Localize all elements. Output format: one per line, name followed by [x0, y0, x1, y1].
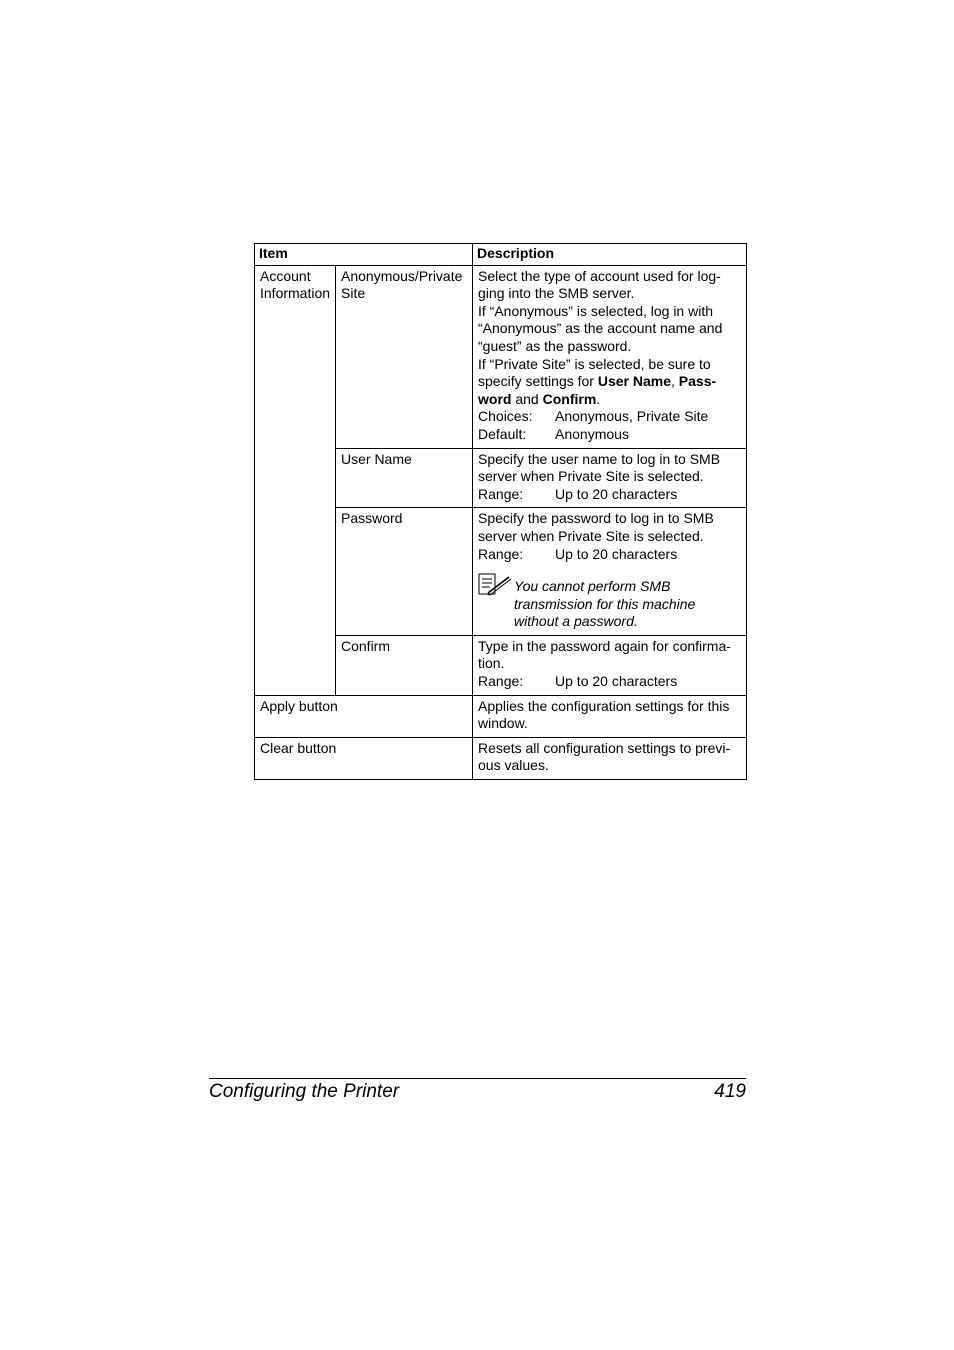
- text-run: and: [511, 390, 543, 407]
- description-line: If “Anonymous” is selected, log in with “Anonymous” as the account name and “guest” as the password.: [478, 302, 723, 354]
- account-information-cell: Account Information: [255, 265, 336, 695]
- default-row: [478, 426, 741, 444]
- choices-value: Anonymous, Private Site: [555, 408, 709, 425]
- footer-divider: [209, 1078, 746, 1079]
- note-text: You cannot perform SMB transmission for this machine without a password.: [514, 578, 696, 630]
- clear-button-description: Resets all configuration settings to previ-ous values.: [473, 737, 747, 779]
- range-label: Range:: [478, 545, 524, 562]
- bold-text: User Name: [597, 373, 671, 390]
- password-description: [473, 508, 747, 636]
- apply-button-label: Apply button: [255, 695, 473, 737]
- footer-title: Configuring the Printer: [209, 1081, 400, 1102]
- user-name-label: User Name: [336, 448, 473, 508]
- table-row: [255, 695, 747, 737]
- text-run: If “Private Site” is selected, be sure to specify settings for: [478, 355, 711, 390]
- anonymous-private-site-label: Anonymous/Private Site: [336, 265, 473, 448]
- range-row: [478, 546, 741, 564]
- range-label: Range:: [478, 673, 524, 690]
- user-name-description: [473, 448, 747, 508]
- description-line: [478, 356, 741, 409]
- bold-text: Confirm: [542, 390, 597, 407]
- confirm-label: Confirm: [336, 635, 473, 695]
- description-line: Specify the user name to log in to SMB server when Private Site is selected.: [478, 450, 721, 485]
- range-value: Up to 20 characters: [555, 673, 678, 690]
- text-run: ,: [671, 373, 679, 390]
- choices-row: [478, 408, 741, 426]
- description-line: Type in the password again for confirma-tion.: [478, 637, 731, 672]
- table-row: [255, 265, 747, 448]
- confirm-description: [473, 635, 747, 695]
- range-value: Up to 20 characters: [555, 485, 678, 502]
- description-line: Specify the password to log in to SMB server when Private Site is selected.: [478, 510, 714, 544]
- default-value: Anonymous: [555, 425, 629, 442]
- clear-button-label: Clear button: [255, 737, 473, 779]
- page-number: 419: [714, 1081, 746, 1102]
- password-label: Password: [336, 508, 473, 636]
- range-label: Range:: [478, 485, 524, 502]
- default-label: Default:: [478, 425, 527, 442]
- table-row: [255, 737, 747, 779]
- text-run: .: [596, 390, 601, 407]
- range-row: [478, 486, 741, 504]
- apply-button-description: Applies the configuration settings for this window.: [473, 695, 747, 737]
- note: [478, 573, 741, 631]
- header-description: Description: [473, 244, 747, 266]
- choices-label: Choices:: [478, 408, 533, 425]
- table-header-row: [255, 244, 747, 266]
- range-value: Up to 20 characters: [555, 545, 678, 562]
- anonymous-private-site-description: [473, 265, 747, 448]
- settings-table: [254, 243, 747, 780]
- bold-text: Pass-word: [478, 373, 717, 407]
- description-line: Select the type of account used for log-ging into the SMB server.: [478, 267, 721, 302]
- header-item: Item: [255, 244, 473, 266]
- range-row: [478, 673, 741, 691]
- note-icon: [478, 573, 514, 597]
